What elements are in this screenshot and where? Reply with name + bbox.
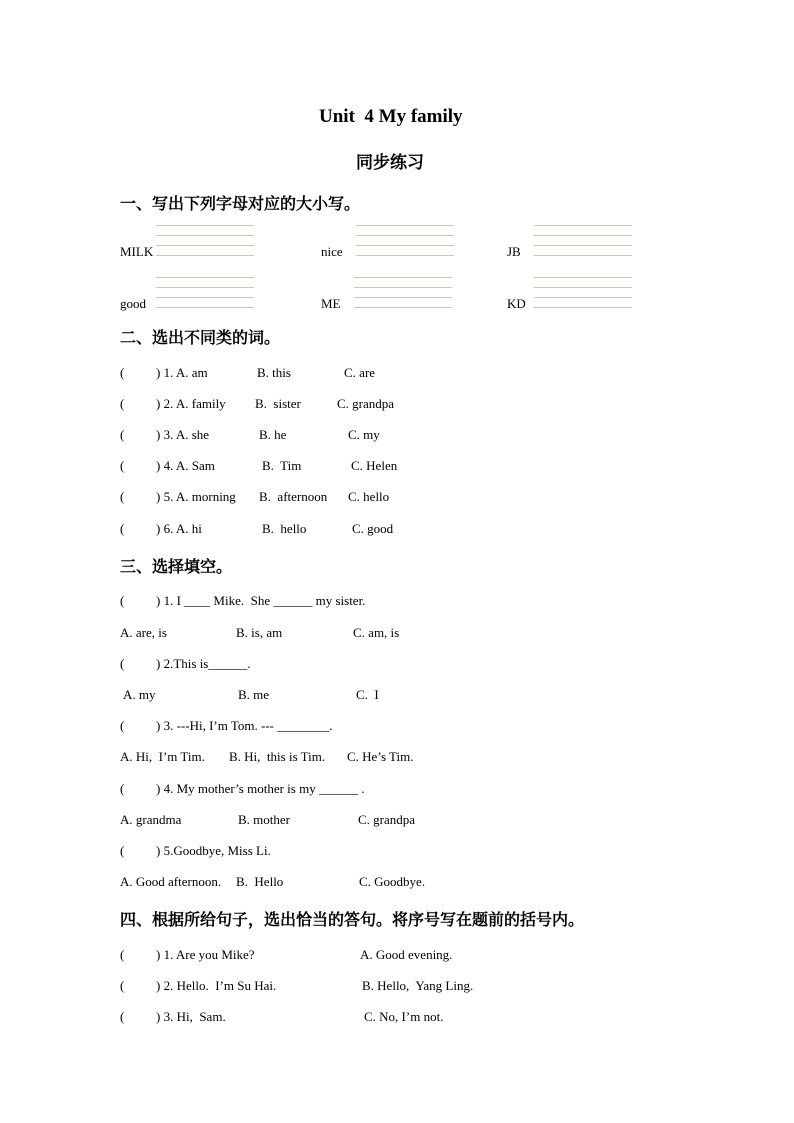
answer-bracket-open: (	[120, 489, 125, 504]
question-option-c: C. hello	[348, 489, 390, 504]
option-b: B. is, am	[236, 625, 283, 640]
page-subtitle: 同步练习	[356, 153, 424, 173]
answer-bracket-open: (	[120, 396, 125, 411]
letter-item-good: good	[120, 296, 146, 311]
answer-bracket-open: (	[120, 781, 125, 796]
option-c: C. am, is	[353, 625, 400, 640]
question-text: ) 3. ---Hi, I’m Tom. --- ________.	[156, 718, 333, 733]
section1-heading: 一、写出下列字母对应的大小写。	[120, 194, 361, 213]
option-c: C. I	[356, 687, 379, 702]
writing-lines-nice	[356, 225, 454, 255]
answer-bracket-open: (	[120, 947, 125, 962]
answer-bracket-open: (	[120, 843, 125, 858]
writing-lines-kd	[534, 277, 632, 307]
answer-bracket-open: (	[120, 1009, 125, 1024]
question-option-c: C. my	[348, 427, 380, 442]
answer-option: B. Hello, Yang Ling.	[362, 978, 474, 993]
option-c: C. He’s Tim.	[347, 749, 414, 764]
section3-heading: 三、选择填空。	[120, 557, 233, 576]
question-option-b: B. hello	[262, 521, 307, 536]
answer-option: A. Good evening.	[360, 947, 453, 962]
answer-bracket-open: (	[120, 458, 125, 473]
page-title: Unit 4 My family	[319, 106, 463, 127]
question-option-b: B. Tim	[262, 458, 302, 473]
letter-item-kd: KD	[507, 296, 526, 311]
section4-heading: 四、根据所给句子，选出恰当的答句。将序号写在题前的括号内。	[120, 910, 585, 929]
question-text: ) 3. Hi, Sam.	[156, 1009, 226, 1024]
question-text: ) 2. Hello. I’m Su Hai.	[156, 978, 277, 993]
question-option-b: B. sister	[255, 396, 301, 411]
option-c: C. grandpa	[358, 812, 416, 827]
question-option-a: ) 1. A. am	[156, 365, 208, 380]
answer-bracket-open: (	[120, 365, 125, 380]
question-option-b: B. afternoon	[259, 489, 328, 504]
answer-bracket-open: (	[120, 656, 125, 671]
writing-lines-milk	[156, 225, 254, 255]
question-text: ) 1. I ____ Mike. She ______ my sister.	[156, 593, 366, 608]
question-option-c: C. good	[352, 521, 394, 536]
letter-item-milk: MILK	[120, 244, 154, 259]
question-text: ) 5.Goodbye, Miss Li.	[156, 843, 271, 858]
option-b: B. Hello	[236, 874, 284, 889]
letter-item-me: ME	[321, 296, 341, 311]
question-option-c: C. grandpa	[337, 396, 395, 411]
question-option-c: C. Helen	[351, 458, 398, 473]
option-a: A. Hi, I’m Tim.	[120, 749, 205, 764]
answer-bracket-open: (	[120, 427, 125, 442]
answer-option: C. No, I’m not.	[364, 1009, 444, 1024]
option-b: B. Hi, this is Tim.	[229, 749, 326, 764]
writing-lines-good	[156, 277, 254, 307]
question-option-b: B. he	[259, 427, 287, 442]
section2-heading: 二、选出不同类的词。	[120, 328, 281, 347]
option-a: A. my	[123, 687, 156, 702]
option-a: A. are, is	[120, 625, 167, 640]
letter-item-jb: JB	[507, 244, 521, 259]
question-text: ) 2.This is______.	[156, 656, 251, 671]
question-option-a: ) 6. A. hi	[156, 521, 202, 536]
writing-lines-jb	[534, 225, 632, 255]
question-option-a: ) 3. A. she	[156, 427, 210, 442]
option-b: B. mother	[238, 812, 290, 827]
letter-item-nice: nice	[321, 244, 343, 259]
question-option-c: C. are	[344, 365, 376, 380]
option-a: A. grandma	[120, 812, 182, 827]
question-text: ) 4. My mother’s mother is my ______ .	[156, 781, 365, 796]
answer-bracket-open: (	[120, 978, 125, 993]
answer-bracket-open: (	[120, 521, 125, 536]
writing-lines-me	[354, 277, 452, 307]
option-b: B. me	[238, 687, 270, 702]
question-text: ) 1. Are you Mike?	[156, 947, 255, 962]
answer-bracket-open: (	[120, 718, 125, 733]
question-option-a: ) 4. A. Sam	[156, 458, 215, 473]
question-option-a: ) 5. A. morning	[156, 489, 236, 504]
option-a: A. Good afternoon.	[120, 874, 222, 889]
answer-bracket-open: (	[120, 593, 125, 608]
question-option-a: ) 2. A. family	[156, 396, 226, 411]
question-option-b: B. this	[257, 365, 291, 380]
option-c: C. Goodbye.	[359, 874, 426, 889]
